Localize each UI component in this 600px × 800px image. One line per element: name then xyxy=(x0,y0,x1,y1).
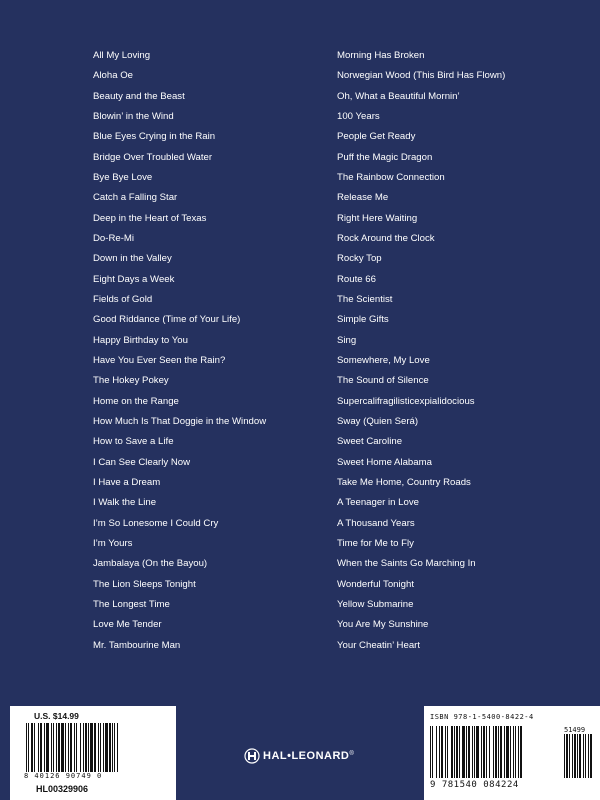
song-title: Eight Days a Week xyxy=(93,273,175,285)
song-title: Deep in the Heart of Texas xyxy=(93,212,207,224)
song-title: A Thousand Years xyxy=(337,517,415,529)
upc-barcode xyxy=(26,723,154,772)
isbn-label: ISBN 978-1-5400-8422-4 xyxy=(430,713,534,721)
song-title: Puff the Magic Dragon xyxy=(337,151,433,163)
song-title: The Longest Time xyxy=(93,598,170,610)
song-title: Route 66 xyxy=(337,273,376,285)
song-title: Have You Ever Seen the Rain? xyxy=(93,354,226,366)
song-list-left xyxy=(93,46,323,656)
song-title: Your Cheatin’ Heart xyxy=(337,639,421,651)
song-title: Love Me Tender xyxy=(93,619,162,631)
song-title: Home on the Range xyxy=(93,395,179,407)
song-title: Bye Bye Love xyxy=(93,171,153,183)
song-title: Oh, What a Beautiful Mornin’ xyxy=(337,90,460,102)
song-title: Yellow Submarine xyxy=(337,598,414,610)
song-title: Jambalaya (On the Bayou) xyxy=(93,558,208,570)
isbn-barcode-box xyxy=(424,706,600,800)
barcode-bar xyxy=(592,734,593,778)
song-title: Simple Gifts xyxy=(337,314,389,326)
song-title: Release Me xyxy=(337,192,389,204)
song-title: Sing xyxy=(337,334,357,346)
song-title: Fields of Gold xyxy=(93,293,153,305)
song-title: Down in the Valley xyxy=(93,253,172,265)
song-list-right xyxy=(337,46,567,656)
song-title: Blowin’ in the Wind xyxy=(93,110,174,122)
song-title: Wonderful Tonight xyxy=(337,578,414,590)
song-title: 100 Years xyxy=(337,110,380,122)
upc-digits: 8 40126 90749 0 xyxy=(24,772,103,780)
song-title: Rocky Top xyxy=(337,253,382,265)
song-title: Catch a Falling Star xyxy=(93,192,178,204)
isbn-addon: 51499 xyxy=(564,726,586,734)
song-title: Do-Re-Mi xyxy=(93,232,135,244)
song-title: People Get Ready xyxy=(337,131,416,143)
isbn-addon-barcode xyxy=(564,734,594,778)
song-title: Right Here Waiting xyxy=(337,212,418,224)
song-title: Mr. Tambourine Man xyxy=(93,639,181,651)
song-title: Sweet Home Alabama xyxy=(337,456,432,468)
song-title: You Are My Sunshine xyxy=(337,619,429,631)
song-title: Rock Around the Clock xyxy=(337,232,435,244)
song-title: All My Loving xyxy=(93,50,151,61)
song-title: I Can See Clearly Now xyxy=(93,456,191,468)
song-title: The Rainbow Connection xyxy=(337,171,445,183)
barcode-bar xyxy=(522,726,523,778)
song-title: The Sound of Silence xyxy=(337,375,429,387)
song-title: The Lion Sleeps Tonight xyxy=(93,578,196,590)
barcode-bar xyxy=(118,723,119,772)
song-title: Aloha Oe xyxy=(93,70,134,82)
song-title: Happy Birthday to You xyxy=(93,334,188,346)
song-title: Beauty and the Beast xyxy=(93,90,185,102)
song-title: A Teenager in Love xyxy=(337,497,419,509)
song-title: I Walk the Line xyxy=(93,497,157,509)
price-label: U.S. $14.99 xyxy=(34,711,79,721)
song-title: I’m Yours xyxy=(93,537,133,549)
song-title: Good Riddance (Time of Your Life) xyxy=(93,314,241,326)
song-title: Supercalifragilisticexpialidocious xyxy=(337,395,475,407)
isbn-barcode xyxy=(430,726,558,778)
song-title: Morning Has Broken xyxy=(337,50,425,61)
song-title: Bridge Over Troubled Water xyxy=(93,151,213,163)
song-title: How to Save a Life xyxy=(93,436,174,448)
song-title: How Much Is That Doggie in the Window xyxy=(93,415,267,427)
song-title: I’m So Lonesome I Could Cry xyxy=(93,517,219,529)
product-code: HL00329906 xyxy=(36,784,89,794)
song-title: Take Me Home, Country Roads xyxy=(337,476,471,488)
hal-leonard-icon xyxy=(244,748,260,764)
song-title: I Have a Dream xyxy=(93,476,161,488)
registered-mark: ® xyxy=(349,751,354,757)
song-title: Sweet Caroline xyxy=(337,436,403,448)
isbn-digits: 9 781540 084224 xyxy=(430,780,519,790)
song-title: Norwegian Wood (This Bird Has Flown) xyxy=(337,70,506,82)
song-title: Time for Me to Fly xyxy=(337,537,414,549)
song-title: The Scientist xyxy=(337,293,393,305)
publisher-logo xyxy=(244,748,354,764)
song-title: Blue Eyes Crying in the Rain xyxy=(93,131,216,143)
song-title: Sway (Quien Será) xyxy=(337,415,419,427)
publisher-name: HAL•LEONARD xyxy=(263,750,350,762)
song-title: Somewhere, My Love xyxy=(337,354,430,366)
song-title: When the Saints Go Marching In xyxy=(337,558,476,570)
song-title: The Hokey Pokey xyxy=(93,375,169,387)
price-barcode-box xyxy=(10,706,176,800)
